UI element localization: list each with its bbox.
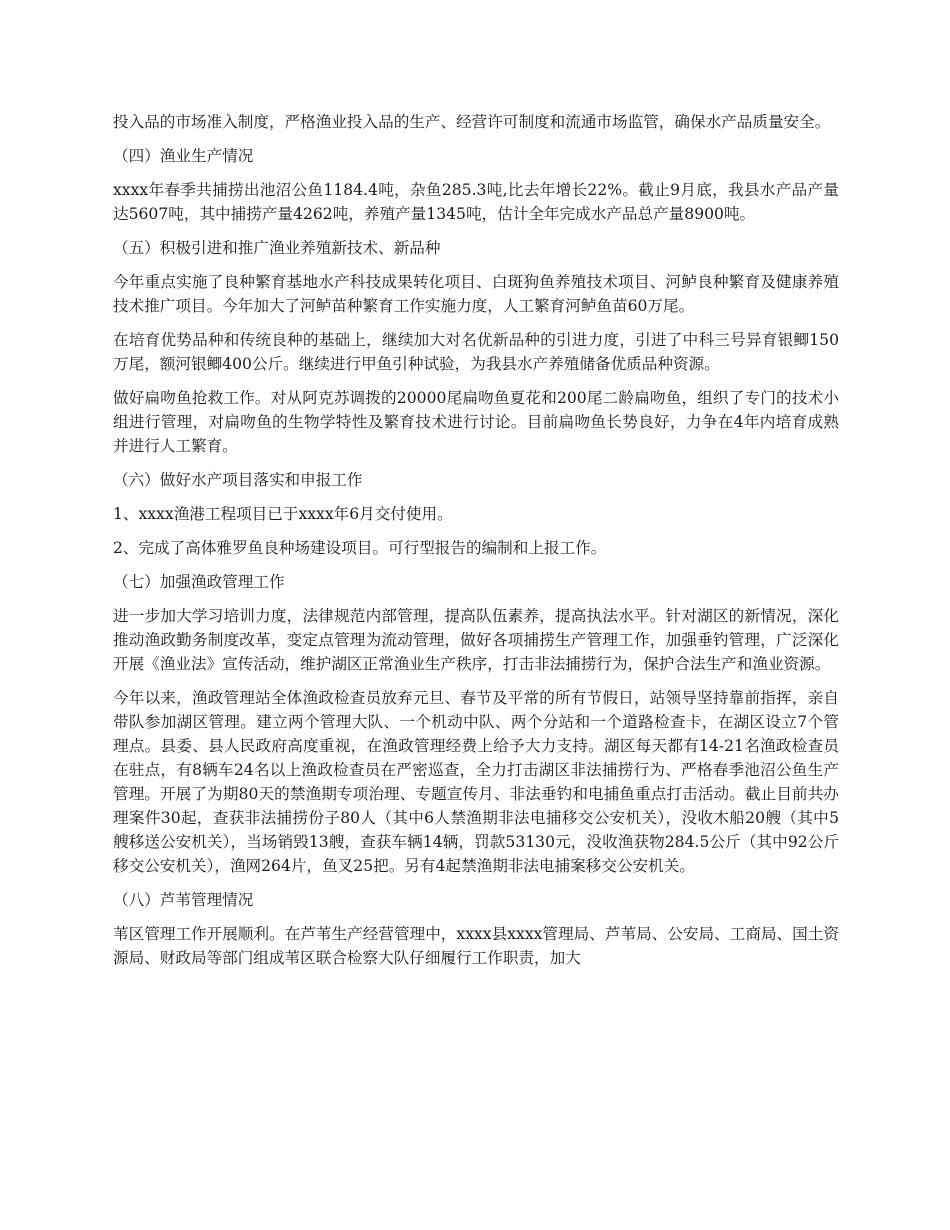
paragraph-reed-area: 苇区管理工作开展顺利。在芦苇生产经营管理中，xxxx县xxxx管理局、芦苇局、公安局、工商局、国土资源局、财政局等部门组成苇区联合检察大队仔细履行工作职责，加大 (113, 925, 839, 967)
paragraph-production-stats: xxxx年春季共捕捞出池沼公鱼1184.4吨，杂鱼285.3吨,比去年增长22%。截止9月底，我县水产品产量达5607吨，其中捕捞产量4262吨，养殖产量1345吨，估计全年完成水产品总产量8900吨。 (113, 181, 839, 223)
section-heading-new-technology: （五）积极引进和推广渔业养殖新技术、新品种 (113, 239, 441, 257)
paragraph-breeding-farm: 2、完成了高体雅罗鱼良种场建设项目。可行型报告的编制和上报工作。 (113, 539, 607, 557)
section-heading-fishery-production: （四）渔业生产情况 (113, 147, 254, 165)
section-heading-fishery-administration: （七）加强渔政管理工作 (113, 573, 285, 591)
document-body (113, 110, 839, 980)
section-heading-project-implementation: （六）做好水产项目落实和申报工作 (113, 471, 363, 489)
paragraph-fishing-port: 1、xxxx渔港工程项目已于xxxx年6月交付使用。 (113, 505, 453, 523)
paragraph-new-varieties: 在培育优势品种和传统良种的基础上，继续加大对名优新品种的引进力度，引进了中科三号异育银鲫150万尾，额河银鲫400公斤。继续进行甲鱼引种试验，为我县水产养殖储备优质品种资源。 (113, 331, 839, 373)
paragraph-training: 进一步加大学习培训力度，法律规范内部管理，提高队伍素养，提高执法水平。针对湖区的新情况，深化推动渔政勤务制度改革，变定点管理为流动管理，做好各项捕捞生产管理工作，加强垂钓管理，广泛深化开展《渔业法》宣传活动，维护湖区正常渔业生产秩序，打击非法捕捞行为，保护合法生产和渔业资源。 (113, 607, 839, 673)
paragraph-rescue-work: 做好扁吻鱼抢救工作。对从阿克苏调拨的20000尾扁吻鱼夏花和200尾二龄扁吻鱼，组织了专门的技术小组进行管理，对扁吻鱼的生物学特性及繁育技术进行讨论。目前扁吻鱼长势良好，力争在4年内培育成熟并进行人工繁育。 (113, 389, 839, 455)
paragraph-enforcement: 今年以来，渔政管理站全体渔政检查员放弃元旦、春节及平常的所有节假日，站领导坚持靠前指挥，亲自带队参加湖区管理。建立两个管理大队、一个机动中队、两个分站和一个道路检查卡，在湖区设立7个管理点。县委、县人民政府高度重视，在渔政管理经费上给予大力支持。湖区每天都有14-21名渔政检查员在驻点，有8辆车24名以上渔政检查员在严密巡查，全力打击湖区非法捕捞行为、严格春季池沼公鱼生产管理。开展了为期80天的禁渔期专项治理、专题宣传月、非法垂钓和电捕鱼重点打击活动。截止目前共办理案件30起，查获非法捕捞份子80人（其中6人禁渔期非法电捕移交公安机关），没收木船20艘（其中5艘移送公安机关），当场销毁13艘，查获车辆14辆，罚款53130元，没收渔获物284.5公斤（其中92公斤移交公安机关），渔网264片，鱼叉25把。另有4起禁渔期非法电捕案移交公安机关。 (113, 689, 839, 875)
paragraph-market-access: 投入品的市场准入制度，严格渔业投入品的生产、经营许可制度和流通市场监管，确保水产品质量安全。 (113, 113, 831, 131)
paragraph-breeding-projects: 今年重点实施了良种繁育基地水产科技成果转化项目、白斑狗鱼养殖技术项目、河鲈良种繁育及健康养殖技术推广项目。今年加大了河鲈苗种繁育工作实施力度，人工繁育河鲈鱼苗60万尾。 (113, 273, 839, 315)
section-heading-reed-management: （八）芦苇管理情况 (113, 891, 254, 909)
